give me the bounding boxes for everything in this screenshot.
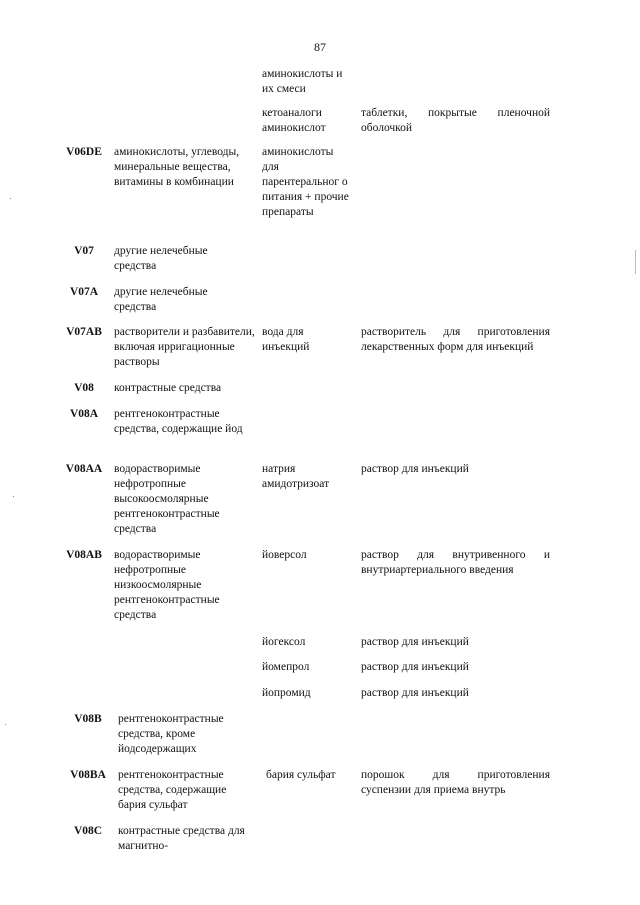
form-cell: раствор для инъекций (361, 661, 469, 673)
group-name: растворители и разбавители, включая ирригационные растворы (114, 326, 255, 368)
atc-code: V07A (69, 286, 99, 298)
form-cell: раствор для инъекций (361, 463, 469, 475)
group-name: водорастворимые нефротропные низкоосмолярные рентгеноконтрастные средства (114, 549, 220, 621)
form-cell: порошок для приготовления суспензии для приема внутрь (361, 769, 550, 796)
inn-cell: аминокислоты для парентеральног о питания + прочие препараты (262, 146, 349, 218)
atc-code: V08 (74, 382, 94, 394)
inn-cell: бария сульфат (266, 769, 336, 781)
group-name: водорастворимые нефротропные высокоосмолярные рентгеноконтрастные средства (114, 463, 220, 535)
group-name: рентгеноконтрастные средства, содержащие бария сульфат (118, 769, 227, 811)
scan-edge-mark (635, 250, 636, 274)
scan-speck (13, 496, 14, 497)
atc-code: V08B (74, 713, 102, 725)
atc-code: V08AB (66, 549, 102, 561)
form-cell: таблетки, покрытые пленочной оболочкой (361, 107, 550, 134)
inn-cell: вода для инъекций (262, 326, 310, 353)
page-number: 87 (314, 40, 326, 54)
group-name: аминокислоты, углеводы, минеральные вещества, витамины в комбинации (114, 146, 240, 188)
atc-code: V08C (73, 825, 103, 837)
inn-cell: аминокислоты и их смеси (262, 68, 343, 95)
form-cell: раствор для внутривенного и внутриартериального введения (361, 549, 550, 576)
atc-code: V08AA (65, 463, 103, 475)
group-name: рентгеноконтрастные средства, содержащие йод (114, 408, 243, 435)
scan-speck (10, 198, 11, 199)
atc-code: V06DE (66, 146, 102, 158)
group-name: контрастные средства для магнитно- (118, 825, 245, 852)
inn-cell: натрия амидотризоат (262, 463, 330, 490)
atc-code: V07AB (66, 326, 102, 338)
atc-code: V08A (69, 408, 99, 420)
scan-speck (5, 724, 6, 725)
group-name: рентгеноконтрастные средства, кроме йодсодержащих (118, 713, 224, 755)
form-cell: раствор для инъекций (361, 636, 469, 648)
form-cell: раствор для инъекций (361, 687, 469, 699)
inn-cell: йопромид (262, 687, 311, 699)
atc-code: V07 (74, 245, 94, 257)
inn-cell: йоверсол (262, 549, 307, 561)
inn-cell: йомепрол (262, 661, 310, 673)
group-name: другие нелечебные средства (114, 286, 208, 313)
inn-cell: кетоаналоги аминокислот (262, 107, 326, 134)
form-cell: растворитель для приготовления лекарственных форм для инъекций (361, 326, 550, 353)
group-name: контрастные средства (114, 382, 222, 394)
group-name: другие нелечебные средства (114, 245, 208, 272)
inn-cell: йогексол (262, 636, 306, 648)
atc-code: V08BA (70, 769, 106, 781)
